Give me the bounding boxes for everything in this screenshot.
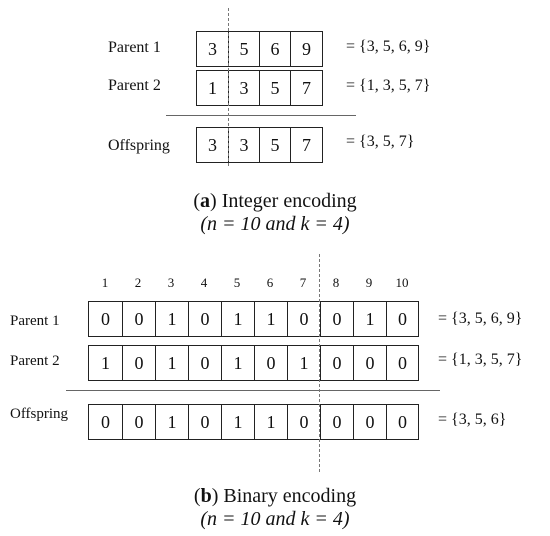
bit-cell: 1 [353, 302, 386, 336]
bit-cell: 0 [101, 308, 110, 329]
bit-index: 8 [332, 275, 340, 290]
row-label-parent-1: Parent 1 [10, 313, 60, 329]
array-cell: 3 [228, 128, 259, 162]
bit-cell: 1 [254, 405, 287, 439]
bit-index: 2 [134, 275, 142, 290]
array-cell: 7 [290, 71, 322, 105]
bit-cell: 1 [101, 352, 110, 373]
array-cell: 3 [228, 71, 259, 105]
bit-cell: 0 [287, 405, 320, 439]
caption-a: (a) Integer encoding [193, 190, 357, 212]
row-label-parent-1: Parent 1 [108, 39, 161, 56]
caption-letter: b [200, 485, 212, 507]
bit-cell: 0 [353, 405, 386, 439]
array-cell: 1 [208, 77, 217, 98]
bit-cell: 0 [101, 411, 110, 432]
set-notation-parent-2: = {1, 3, 5, 7} [346, 77, 431, 94]
binary-array-offspring [88, 404, 419, 440]
array-cell: 6 [259, 32, 290, 66]
caption-params-a: (n = 10 and k = 4) [200, 213, 350, 235]
integer-array-offspring [196, 127, 323, 163]
bit-index: 4 [200, 275, 208, 290]
binary-array-parent-2 [88, 345, 419, 381]
integer-array-parent-1 [196, 31, 323, 67]
bit-cell: 0 [320, 302, 353, 336]
bit-index: 7 [299, 275, 307, 290]
bit-cell: 1 [155, 346, 188, 380]
bit-cell: 0 [188, 405, 221, 439]
bit-index: 6 [266, 275, 274, 290]
bit-cell: 1 [287, 346, 320, 380]
integer-array-parent-2 [196, 70, 323, 106]
caption-title: Binary encoding [223, 485, 357, 507]
bit-cell: 1 [254, 302, 287, 336]
bit-cell: 0 [287, 302, 320, 336]
bit-cell: 0 [320, 346, 353, 380]
bit-cell: 0 [188, 346, 221, 380]
separator-line [166, 115, 356, 116]
bit-cell: 0 [386, 405, 418, 439]
set-notation-parent-1: = {3, 5, 6, 9} [346, 38, 431, 55]
crossover-cut-line [228, 8, 229, 166]
array-cell: 9 [290, 32, 322, 66]
array-cell: 5 [228, 32, 259, 66]
bit-cell: 0 [122, 405, 155, 439]
caption-letter: a [200, 190, 211, 212]
bit-cell: 1 [221, 302, 254, 336]
array-cell: 5 [259, 71, 290, 105]
caption-b: (b) Binary encoding [193, 485, 357, 507]
bit-cell: 0 [320, 405, 353, 439]
set-notation-offspring: = {3, 5, 7} [346, 133, 415, 150]
bit-cell: 0 [188, 302, 221, 336]
row-label-parent-2: Parent 2 [108, 77, 161, 94]
row-label-parent-2: Parent 2 [10, 353, 60, 369]
array-cell: 3 [208, 38, 217, 59]
row-label-offspring: Offspring [108, 137, 170, 154]
bit-index: 3 [167, 275, 175, 290]
bit-cell: 1 [155, 302, 188, 336]
bit-cell: 0 [122, 302, 155, 336]
bit-cell: 1 [221, 405, 254, 439]
bit-cell: 1 [155, 405, 188, 439]
bit-index: 9 [365, 275, 373, 290]
separator-line [66, 390, 440, 391]
row-label-offspring: Offspring [10, 406, 69, 422]
array-cell: 5 [259, 128, 290, 162]
caption-title: Integer encoding [221, 190, 357, 212]
crossover-cut-line [319, 254, 320, 472]
bit-index: 1 [101, 275, 109, 290]
set-notation-parent-1: = {3, 5, 6, 9} [438, 310, 523, 327]
bit-index: 10 [395, 275, 409, 290]
bit-cell: 0 [254, 346, 287, 380]
set-notation-parent-2: = {1, 3, 5, 7} [438, 351, 523, 368]
array-cell: 3 [208, 134, 217, 155]
bit-index: 5 [233, 275, 241, 290]
bit-cell: 1 [221, 346, 254, 380]
bit-cell: 0 [386, 302, 418, 336]
bit-cell: 0 [386, 346, 418, 380]
caption-params-b: (n = 10 and k = 4) [200, 508, 350, 530]
binary-array-parent-1 [88, 301, 419, 337]
array-cell: 7 [290, 128, 322, 162]
bit-cell: 0 [122, 346, 155, 380]
bit-cell: 0 [353, 346, 386, 380]
set-notation-offspring: = {3, 5, 6} [438, 411, 507, 428]
